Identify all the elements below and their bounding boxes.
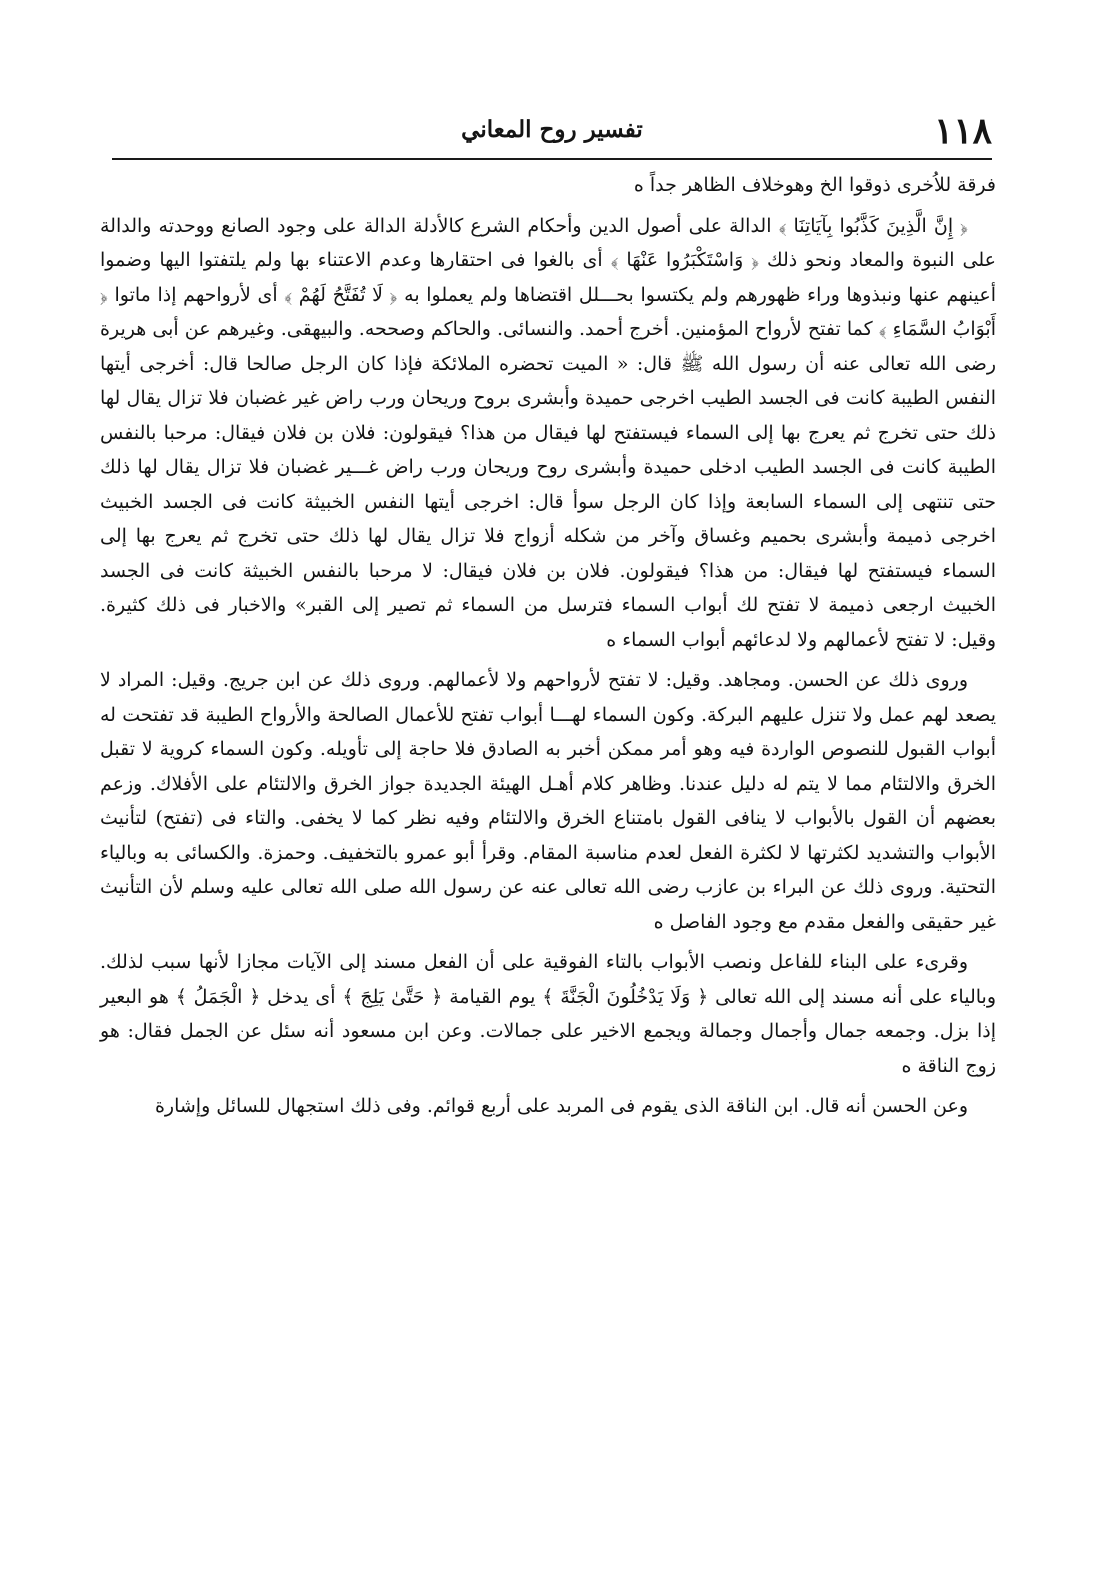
running-title: تفسير روح المعاني xyxy=(461,116,643,143)
paragraph: وقرىء على البناء للفاعل ونصب الأبواب بالتاء الفوقية على أن الفعل مسند إلى الآيات مجازا لأنها سبب لذلك. وبالياء على أنه مسند إلى الله تعالى ﴿ وَلَا يَدْخُلُونَ الْجَنَّةَ ﴾ يوم القيامة ﴿ حَتَّىٰ يَلِجَ ﴾ أى يدخل ﴿ الْجَمَلُ ﴾ هو البعير إذا بزل. وجمعه جمال وأجمال وجمالة ويجمع الاخير على جمالات. وعن ابن مسعود أنه سئل عن الجمل فقال: هو زوج الناقة ه xyxy=(100,951,996,1077)
header-rule xyxy=(112,158,992,160)
page-number: ١١٨ xyxy=(933,110,992,152)
page-header xyxy=(112,108,992,156)
paragraph: ﴿ إِنَّ الَّذِينَ كَذَّبُوا بِآيَاتِنَا ﴾ الدالة على أصول الدين وأحكام الشرع كالأدلة الدالة على وجود الصانع ووحدته والدالة على النبوة والمعاد ونحو ذلك ﴿ وَاسْتَكْبَرُوا عَنْهَا ﴾ أى بالغوا فى احتقارها وعدم الاعتناء بها ولم يلتفتوا اليها وضموا أعينهم عنها ونبذوها وراء ظهورهم ولم يكتسوا بحـــلل اقتضاها ولم يعملوا به ﴿ لَا تُفَتَّحُ لَهُمْ ﴾ أى لأرواحهم إذا ماتوا ﴿ أَبْوَابُ السَّمَاءِ ﴾ كما تفتح لأرواح المؤمنين. أخرج أحمد. والنسائى. والحاكم وصححه. والبيهقى. وغيرهم عن أبى هريرة رضى الله تعالى عنه أن رسول الله ﷺ قال: « الميت تحضره الملائكة فإذا كان الرجل صالحا قال: أخرجى أيتها النفس الطيبة كانت فى الجسد الطيب اخرجى حميدة وأبشرى بروح وريحان ورب راض غير غضبان فلا تزال يقال لها ذلك حتى تخرج ثم يعرج بها إلى السماء فيستفتح لها فيقال من هذا؟ فيقولون: فلان بن فلان فيقال: مرحبا بالنفس الطيبة كانت فى الجسد الطيب ادخلى حميدة وأبشرى روح وريحان ورب راض غـــير غضبان فلا تزال يقال لها ذلك حتى تنتهى إلى السماء السابعة وإذا كان الرجل سوأ قال: اخرجى أيتها النفس الخبيثة كانت فى الجسد الخبيث اخرجى ذميمة وأبشرى بحميم وغساق وآخر من شكله أزواج فلا تزال يقال لها ذلك حتى تخرج ثم يعرج بها إلى السماء فيستفتح لها فيقال: من هذا؟ فيقولون. فلان بن فلان فيقال: لا مرحبا بالنفس الخبيثة كانت فى الجسد الخبيث ارجعى ذميمة لا تفتح لك أبواب السماء فترسل من السماء ثم تصير إلى القبر» والاخبار فى ذلك كثيرة. وقيل: لا تفتح لأعمالهم ولا لدعائهم أبواب السماء ه xyxy=(100,214,997,651)
paragraph: وروى ذلك عن الحسن. ومجاهد. وقيل: لا تفتح لأرواحهم ولا لأعمالهم. وروى ذلك عن ابن جريج. وقيل: المراد لا يصعد لهم عمل ولا تنزل عليهم البركة. وكون السماء لهـــا أبواب تفتح للأعمال الصالحة والأرواح الطيبة قد تفتحت له أبواب القبول للنصوص الواردة فيه وهو أمر ممكن أخبر به الصادق فلا حاجة إلى تأويله. وكون السماء كروية لا تقبل الخرق والالتئام مما لا يتم له دليل عندنا. وظاهر كلام أهـل الهيئة الجديدة جواز الخرق والالتئام على الأفلاك. وزعم بعضهم أن القول بالأبواب لا ينافى القول بامتناع الخرق والالتئام وفيه نظر كما لا يخفى. والتاء فى (تفتح) لتأنيث الأبواب والتشديد لكثرتها لا لكثرة الفعل لعدم مناسبة المقام. وقرأ أبو عمرو بالتخفيف. وحمزة. والكسائى به وبالياء التحتية. وروى ذلك عن البراء بن عازب رضى الله تعالى عنه عن رسول الله صلى الله تعالى عليه وسلم لأن التأنيث غير حقيقى والفعل مقدم مع وجود الفاصل ه xyxy=(100,669,996,933)
paragraph: فرقة للاُخرى ذوقوا الخ وهوخلاف الظاهر جداً ه xyxy=(633,174,996,196)
paragraph: وعن الحسن أنه قال. ابن الناقة الذى يقوم فى المربد على أربع قوائم. وفى ذلك استجهال للسائل وإشارة xyxy=(154,1095,968,1117)
body-text xyxy=(100,168,996,1124)
